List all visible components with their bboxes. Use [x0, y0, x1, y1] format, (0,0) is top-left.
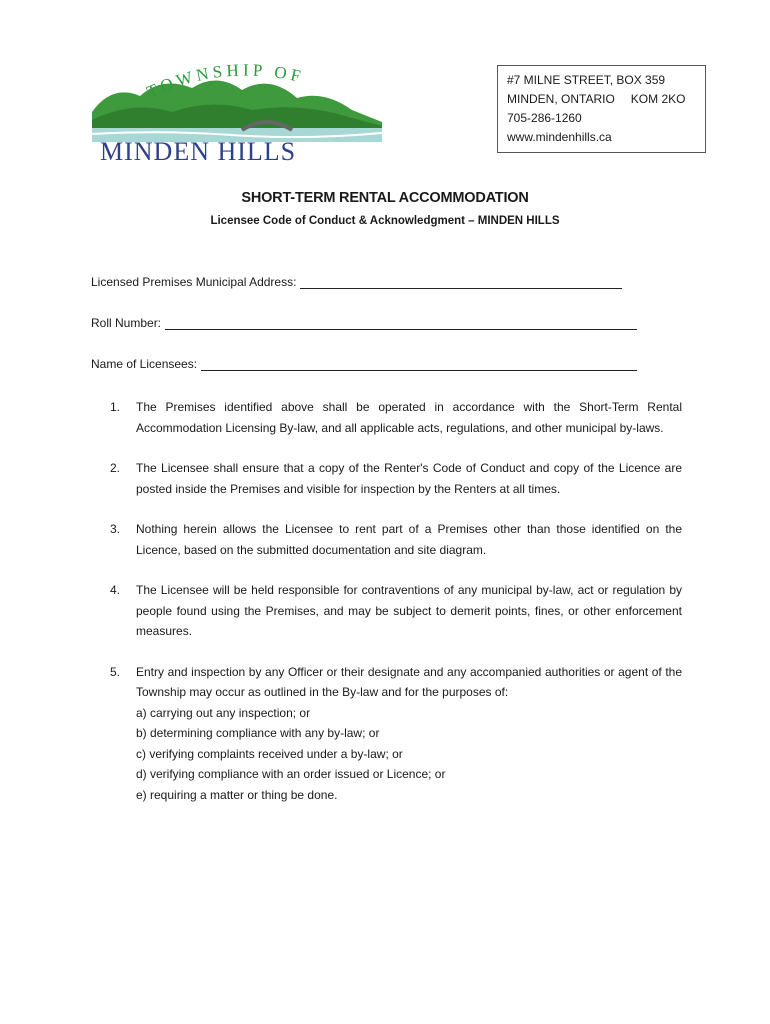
- address-city: MINDEN, ONTARIO: [507, 92, 615, 106]
- address-city-postal: [507, 90, 696, 109]
- logo-wordmark: MINDEN HILLS: [100, 137, 297, 166]
- sub-item: d) verifying compliance with an order issued or Licence; or: [136, 767, 446, 781]
- field-licensees: [91, 357, 637, 371]
- logo-arc-text: TOWNSHIP OF: [143, 62, 307, 102]
- address-website: www.mindenhills.ca: [507, 130, 612, 144]
- licensees-line[interactable]: [201, 358, 637, 371]
- sub-item: e) requiring a matter or thing be done.: [136, 787, 338, 802]
- sub-item: c) verifying complaints received under a by-law; or: [136, 746, 403, 761]
- address-box: [497, 65, 706, 153]
- address-phone: 705-286-1260: [507, 111, 582, 125]
- list-item: 1. The Premises identified above shall be operated in accordance with the Short-Term Rental Accommodation Licensing By-law, and all applicable acts, regulations, and other municipal by-laws.: [110, 400, 682, 435]
- township-logo: [92, 62, 382, 166]
- document-title: SHORT-TERM RENTAL ACCOMMODATION: [241, 190, 529, 206]
- township-logo-graphic: [92, 62, 382, 166]
- conduct-list: [110, 397, 682, 825]
- roll-number-line[interactable]: [165, 317, 637, 330]
- sub-item: a) carrying out any inspection; or: [136, 705, 311, 720]
- address-street: #7 MILNE STREET, BOX 359: [507, 73, 666, 87]
- document-subtitle: Licensee Code of Conduct & Acknowledgment – MINDEN HILLS: [210, 215, 560, 227]
- list-item: 5. Entry and inspection by any Officer or their designate and any accompanied authorities or agent of the Township may occur as outlined in the By-law and for the purposes of: a) carrying out any inspection; or b) determining compliance with any by-law; or c) verifying complaints received under a by-law; or d) verifying compliance with an order issued or Licence; or e) requiring a matter or thing be done.: [110, 662, 682, 806]
- address-postal: KOM 2KO: [630, 92, 686, 106]
- field-municipal-address: [91, 275, 622, 289]
- municipal-address-line[interactable]: [300, 276, 622, 289]
- sub-item: b) determining compliance with any by-law; or: [136, 726, 380, 740]
- list-item: 4. The Licensee will be held responsible for contraventions of any municipal by-law, act or regulation by people found using the Premises, and may be subject to demerit points, fines, or other enforcement measures.: [110, 583, 682, 638]
- field-label: Name of Licensees:: [91, 357, 198, 371]
- list-item: 2. The Licensee shall ensure that a copy of the Renter's Code of Conduct and copy of the Licence are posted inside the Premises and visible for inspection by the Renters at all times.: [110, 461, 682, 496]
- field-label: Licensed Premises Municipal Address:: [91, 275, 297, 289]
- field-label: Roll Number:: [91, 316, 162, 330]
- list-item: 3. Nothing herein allows the Licensee to rent part of a Premises other than those identified on the Licence, based on the submitted documentation and site diagram.: [110, 522, 682, 557]
- field-roll-number: [91, 316, 637, 330]
